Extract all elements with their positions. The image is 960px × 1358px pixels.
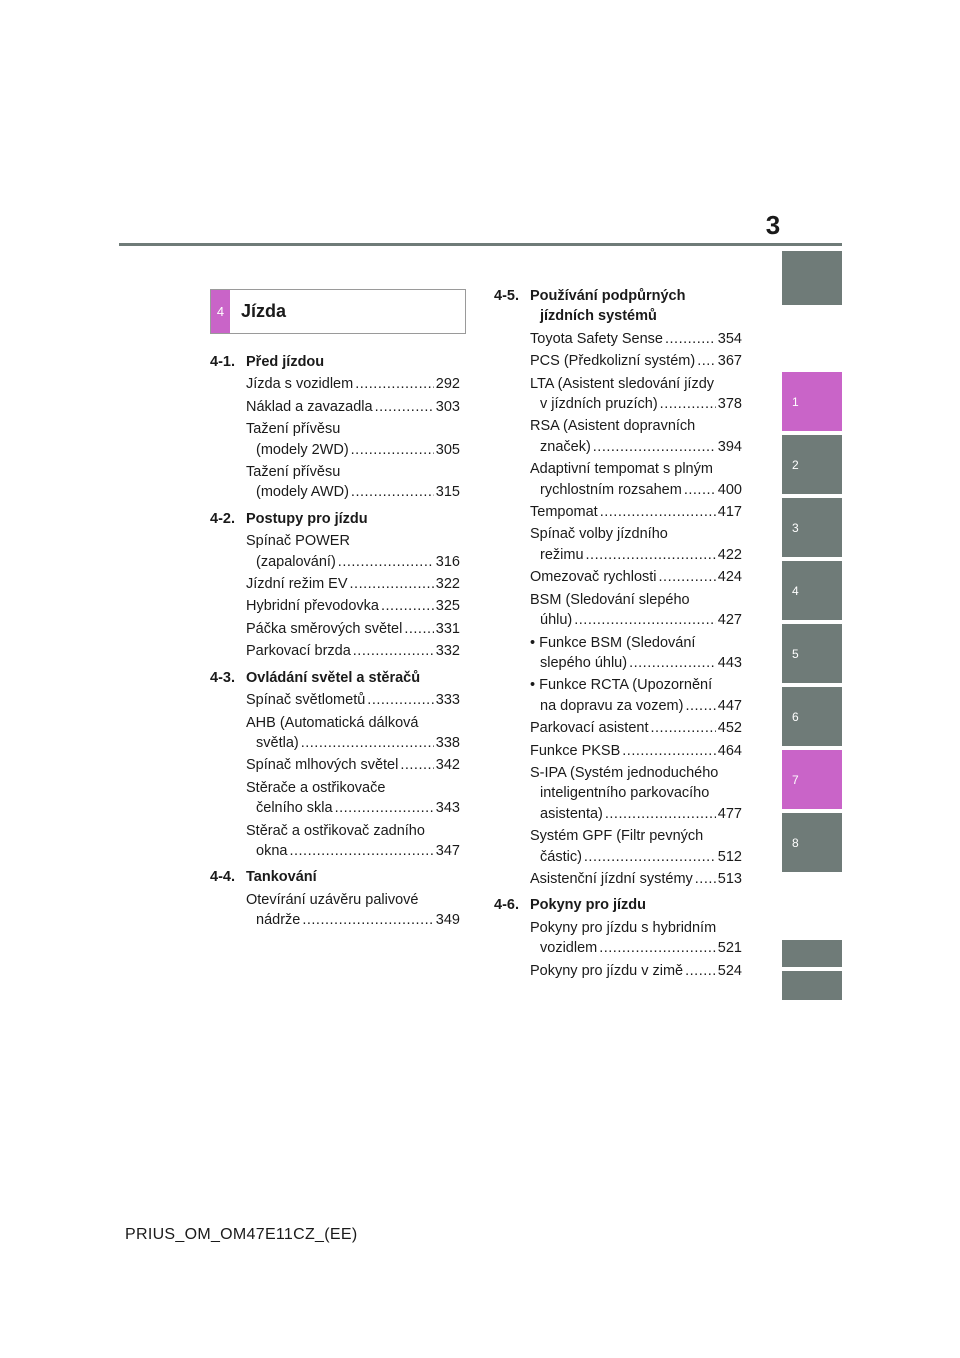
dot-leader bbox=[375, 397, 434, 417]
toc-entry-text: Parkovací asistent bbox=[530, 720, 649, 737]
toc-entry-text: Pokyny pro jízdu v zimě bbox=[530, 962, 684, 979]
toc-entry[interactable] bbox=[494, 329, 742, 349]
dot-leader bbox=[650, 718, 715, 738]
toc-page-number: 333 bbox=[435, 692, 460, 709]
toc-entry-text: částic) bbox=[540, 848, 582, 865]
toc-page-number: 447 bbox=[717, 697, 742, 714]
toc-entry-line bbox=[246, 397, 460, 417]
toc-section-number: 4-6. bbox=[494, 897, 519, 914]
toc-page-number: 400 bbox=[717, 481, 742, 498]
toc-entry[interactable] bbox=[210, 531, 460, 572]
dot-leader bbox=[404, 619, 433, 639]
toc-entry[interactable] bbox=[210, 755, 460, 775]
toc-page-number: 464 bbox=[717, 742, 742, 759]
toc-page-number: 513 bbox=[717, 870, 742, 887]
toc-entry-line bbox=[246, 440, 460, 460]
toc-entry-line bbox=[530, 696, 742, 716]
side-tab-1[interactable] bbox=[782, 372, 842, 431]
toc-section-heading[interactable] bbox=[210, 668, 460, 688]
toc-page-number: 367 bbox=[717, 353, 742, 370]
toc-entry-text: AHB (Automatická dálková bbox=[246, 714, 419, 731]
toc-entry-text: slepého úhlu) bbox=[540, 654, 628, 671]
toc-section-title: Ovládání světel a stěračů bbox=[246, 669, 421, 686]
dot-leader bbox=[574, 610, 716, 630]
side-tab-index-b[interactable] bbox=[782, 971, 842, 1000]
dot-leader bbox=[302, 910, 433, 930]
toc-entry-text: PCS (Předkolizní systém) bbox=[530, 353, 696, 370]
toc-entry[interactable] bbox=[210, 596, 460, 616]
toc-section-title: jízdních systémů bbox=[540, 308, 657, 325]
toc-entry-text: nádrže bbox=[256, 912, 301, 929]
toc-page-number: 512 bbox=[717, 848, 742, 865]
toc-entry-text: (zapalování) bbox=[256, 553, 336, 570]
dot-leader bbox=[697, 351, 716, 371]
toc-entry-line bbox=[246, 596, 460, 616]
toc-entry-text: LTA (Asistent sledování jízdy bbox=[530, 375, 715, 392]
toc-entry-line bbox=[246, 482, 460, 502]
toc-entry[interactable] bbox=[494, 502, 742, 522]
dot-leader bbox=[600, 502, 716, 522]
toc-entry-text: (modely AWD) bbox=[256, 484, 349, 501]
toc-entry-text: v jízdních pruzích) bbox=[540, 396, 658, 413]
side-tab-label: 4 bbox=[792, 583, 799, 598]
toc-page-number: 316 bbox=[435, 553, 460, 570]
toc-entry-text: Tempomat bbox=[530, 504, 598, 521]
toc-entry-text: Páčka směrových světel bbox=[246, 620, 403, 637]
toc-entry-text: • Funkce BSM (Sledování bbox=[530, 634, 696, 651]
side-tab-label: 7 bbox=[792, 772, 799, 787]
toc-entry[interactable] bbox=[494, 961, 742, 981]
toc-entry[interactable] bbox=[494, 416, 742, 457]
toc-page-number: 417 bbox=[717, 504, 742, 521]
toc-entry[interactable] bbox=[494, 763, 742, 824]
toc-entry[interactable] bbox=[210, 890, 460, 931]
toc-section-number: 4-3. bbox=[210, 669, 235, 686]
toc-entry[interactable] bbox=[210, 374, 460, 394]
toc-page-number: 422 bbox=[717, 546, 742, 563]
side-tab-2[interactable] bbox=[782, 435, 842, 494]
side-tab-4[interactable] bbox=[782, 561, 842, 620]
toc-sub-entry[interactable] bbox=[494, 633, 742, 674]
toc-entry[interactable] bbox=[210, 462, 460, 503]
dot-leader bbox=[622, 741, 716, 761]
dot-leader bbox=[350, 574, 434, 594]
dot-leader bbox=[659, 567, 716, 587]
toc-page-number: 424 bbox=[717, 569, 742, 586]
toc-entry-text: Tažení přívěsu bbox=[246, 464, 341, 481]
dot-leader bbox=[599, 938, 716, 958]
toc-page-number: 524 bbox=[717, 962, 742, 979]
toc-entry-line bbox=[530, 351, 742, 371]
toc-page-number: 452 bbox=[717, 720, 742, 737]
toc-column-right bbox=[494, 286, 742, 981]
toc-page-number: 347 bbox=[435, 842, 460, 859]
header-rule bbox=[119, 243, 842, 246]
toc-entry-line bbox=[246, 619, 460, 639]
toc-page-number: 331 bbox=[435, 620, 460, 637]
dot-leader bbox=[335, 798, 434, 818]
dot-leader bbox=[665, 329, 716, 349]
toc-entry-text: Parkovací brzda bbox=[246, 643, 351, 660]
dot-leader bbox=[301, 733, 434, 753]
side-tab-label: 2 bbox=[792, 457, 799, 472]
toc-entry[interactable] bbox=[494, 741, 742, 761]
dot-leader bbox=[351, 482, 434, 502]
toc-entry-text: (modely 2WD) bbox=[256, 441, 349, 458]
toc-entry-text: režimu bbox=[540, 546, 584, 563]
toc-column-left bbox=[210, 352, 460, 931]
toc-entry-text: Jízda s vozidlem bbox=[246, 376, 354, 393]
toc-entry-text: Spínač světlometů bbox=[246, 692, 366, 709]
toc-section-number: 4-1. bbox=[210, 354, 235, 370]
toc-entry-line bbox=[530, 804, 742, 824]
toc-entry-line bbox=[246, 755, 460, 775]
toc-page-number: 322 bbox=[435, 576, 460, 593]
toc-entry-line bbox=[530, 437, 742, 457]
toc-entry-text: asistenta) bbox=[540, 805, 603, 822]
toc-page-number: 394 bbox=[717, 438, 742, 455]
toc-page-number: 354 bbox=[717, 330, 742, 347]
dot-leader bbox=[381, 596, 434, 616]
side-tab-6[interactable] bbox=[782, 687, 842, 746]
toc-entry-text: Jízdní režim EV bbox=[246, 576, 348, 593]
toc-page-number: 477 bbox=[717, 805, 742, 822]
toc-entry-line bbox=[530, 938, 742, 958]
dot-leader bbox=[593, 437, 716, 457]
dot-leader bbox=[660, 394, 716, 414]
toc-entry-line bbox=[246, 798, 460, 818]
toc-entry[interactable] bbox=[494, 351, 742, 371]
section-heading bbox=[210, 289, 466, 334]
toc-entry[interactable] bbox=[494, 374, 742, 415]
toc-entry[interactable] bbox=[494, 918, 742, 959]
section-title: Jízda bbox=[241, 301, 287, 321]
toc-entry-text: Stěrače a ostřikovače bbox=[246, 779, 386, 796]
toc-entry[interactable] bbox=[210, 619, 460, 639]
toc-entry-text: světla) bbox=[256, 734, 299, 751]
toc-entry-text: okna bbox=[256, 842, 288, 859]
toc-entry[interactable] bbox=[210, 419, 460, 460]
toc-entry-line bbox=[530, 610, 742, 630]
toc-entry-text: Systém GPF (Filtr pevných bbox=[530, 828, 704, 845]
toc-entry-line bbox=[246, 552, 460, 572]
toc-entry-text: čelního skla bbox=[256, 800, 333, 817]
dot-leader bbox=[367, 690, 434, 710]
toc-page-number: 349 bbox=[435, 912, 460, 929]
toc-entry-line bbox=[530, 718, 742, 738]
toc-entry-text: Tažení přívěsu bbox=[246, 421, 341, 438]
toc-page-number: 427 bbox=[717, 612, 742, 629]
side-tab-5[interactable] bbox=[782, 624, 842, 683]
dot-leader bbox=[695, 869, 716, 889]
toc-section-number: 4-5. bbox=[494, 288, 519, 304]
toc-section-number: 4-2. bbox=[210, 510, 235, 527]
toc-entry-line bbox=[530, 394, 742, 414]
toc-entry-line bbox=[530, 502, 742, 522]
side-tab-label: 8 bbox=[792, 835, 799, 850]
dot-leader bbox=[685, 696, 715, 716]
toc-entry-line bbox=[530, 545, 742, 565]
toc-page-number: 343 bbox=[435, 800, 460, 817]
toc-entry[interactable] bbox=[210, 641, 460, 661]
toc-entry-line bbox=[246, 910, 460, 930]
toc-entry-text: Stěrač a ostřikovač zadního bbox=[246, 822, 425, 839]
toc-entry-line bbox=[530, 567, 742, 587]
side-tab-3[interactable] bbox=[782, 498, 842, 557]
toc-entry[interactable] bbox=[210, 821, 460, 862]
toc-entry-text: Náklad a zavazadla bbox=[246, 398, 373, 415]
toc-entry[interactable] bbox=[210, 778, 460, 819]
toc-entry[interactable] bbox=[494, 459, 742, 500]
toc-entry[interactable] bbox=[494, 567, 742, 587]
toc-page-number: 378 bbox=[717, 396, 742, 413]
side-tab-label: 5 bbox=[792, 646, 799, 661]
dot-leader bbox=[584, 847, 716, 867]
toc-entry-line bbox=[530, 653, 742, 673]
dot-leader bbox=[605, 804, 716, 824]
toc-entry[interactable] bbox=[494, 826, 742, 867]
toc-entry-text: • Funkce RCTA (Upozornění bbox=[530, 677, 713, 694]
toc-section-heading[interactable] bbox=[210, 509, 460, 529]
toc-entry-text: Otevírání uzávěru palivové bbox=[246, 891, 419, 908]
toc-page-number: 303 bbox=[435, 398, 460, 415]
toc-entry-line bbox=[246, 641, 460, 661]
dot-leader bbox=[351, 440, 434, 460]
side-tab-label: 3 bbox=[792, 520, 799, 535]
toc-entry-text: Asistenční jízdní systémy bbox=[530, 870, 693, 887]
toc-section-number: 4-4. bbox=[210, 869, 235, 886]
page-number: 3 bbox=[765, 210, 781, 240]
toc-entry-text: Toyota Safety Sense bbox=[530, 330, 663, 347]
dot-leader bbox=[355, 374, 434, 394]
toc-section-heading[interactable] bbox=[494, 306, 742, 326]
toc-section-title: Pokyny pro jízdu bbox=[530, 897, 647, 914]
toc-entry[interactable] bbox=[494, 590, 742, 631]
side-tab-index-a[interactable] bbox=[782, 940, 842, 967]
side-tab-8[interactable] bbox=[782, 813, 842, 872]
toc-entry-line bbox=[246, 690, 460, 710]
side-tab-top[interactable] bbox=[782, 251, 842, 305]
document-code: PRIUS_OM_OM47E11CZ_(EE) bbox=[125, 1226, 358, 1243]
toc-page-number: 332 bbox=[435, 643, 460, 660]
toc-section-title: Tankování bbox=[246, 869, 317, 886]
toc-section-title: Před jízdou bbox=[246, 354, 325, 370]
dot-leader bbox=[289, 841, 433, 861]
dot-leader bbox=[586, 545, 716, 565]
toc-entry[interactable] bbox=[494, 524, 742, 565]
toc-page-number: 325 bbox=[435, 598, 460, 615]
toc-entry-text: značek) bbox=[540, 438, 591, 455]
toc-entry[interactable] bbox=[210, 397, 460, 417]
toc-entry-text: Funkce PKSB bbox=[530, 742, 621, 759]
toc-page-number: 521 bbox=[717, 940, 742, 957]
toc-entry-text: RSA (Asistent dopravních bbox=[530, 418, 696, 435]
dot-leader bbox=[353, 641, 434, 661]
toc-entry-line bbox=[530, 480, 742, 500]
side-tab-label: 6 bbox=[792, 709, 799, 724]
toc-section-heading[interactable] bbox=[210, 352, 460, 372]
toc-entry-text: BSM (Sledování slepého bbox=[530, 591, 690, 608]
toc-entry-text: rychlostním rozsahem bbox=[540, 481, 682, 498]
toc-entry-text: Spínač mlhových světel bbox=[246, 757, 399, 774]
toc-entry[interactable] bbox=[210, 713, 460, 754]
toc-entry[interactable] bbox=[210, 690, 460, 710]
toc-page-number: 338 bbox=[435, 734, 460, 751]
toc-section-heading[interactable] bbox=[494, 895, 742, 915]
toc-entry-text: Spínač POWER bbox=[246, 533, 350, 550]
toc-entry-text: na dopravu za vozem) bbox=[540, 697, 684, 714]
toc-entry-text: inteligentního parkovacího bbox=[540, 785, 710, 802]
toc-page-number: 305 bbox=[435, 441, 460, 458]
dot-leader bbox=[684, 480, 716, 500]
toc-entry-line bbox=[530, 329, 742, 349]
toc-entry-text: úhlu) bbox=[540, 612, 573, 629]
toc-section-title: Postupy pro jízdu bbox=[246, 510, 368, 527]
toc-entry-line bbox=[530, 869, 742, 889]
toc-section-heading[interactable] bbox=[494, 286, 742, 306]
toc-sub-entry[interactable] bbox=[494, 675, 742, 716]
dot-leader bbox=[338, 552, 434, 572]
toc-entry-text: Adaptivní tempomat s plným bbox=[530, 461, 713, 478]
side-tab-7[interactable] bbox=[782, 750, 842, 809]
toc-entry-text: Omezovač rychlosti bbox=[530, 569, 657, 586]
toc-entry-text: Hybridní převodovka bbox=[246, 598, 379, 615]
toc-page-number: 443 bbox=[717, 654, 742, 671]
toc-entry-line bbox=[530, 847, 742, 867]
section-number: 4 bbox=[211, 290, 230, 333]
toc-entry[interactable] bbox=[494, 718, 742, 738]
toc-entry-line bbox=[530, 961, 742, 981]
toc-entry-line bbox=[246, 574, 460, 594]
dot-leader bbox=[400, 755, 433, 775]
side-tab-label: 1 bbox=[792, 394, 799, 409]
toc-section-title: Používání podpůrných bbox=[530, 288, 686, 304]
toc-entry-text: Spínač volby jízdního bbox=[530, 526, 668, 543]
toc-entry-line bbox=[530, 741, 742, 761]
toc-entry[interactable] bbox=[210, 574, 460, 594]
toc-page-number: 292 bbox=[435, 376, 460, 393]
toc-entry-line bbox=[246, 841, 460, 861]
toc-entry-text: Pokyny pro jízdu s hybridním bbox=[530, 919, 717, 936]
toc-page-number: 342 bbox=[435, 757, 460, 774]
toc-entry-line bbox=[246, 733, 460, 753]
toc-entry[interactable] bbox=[494, 869, 742, 889]
dot-leader bbox=[629, 653, 716, 673]
toc-entry-text: S-IPA (Systém jednoduchého bbox=[530, 764, 719, 781]
toc-entry-line bbox=[246, 374, 460, 394]
toc-entry-text: vozidlem bbox=[540, 940, 598, 957]
toc-page-number: 315 bbox=[435, 484, 460, 501]
toc-section-heading[interactable] bbox=[210, 867, 460, 887]
dot-leader bbox=[685, 961, 716, 981]
